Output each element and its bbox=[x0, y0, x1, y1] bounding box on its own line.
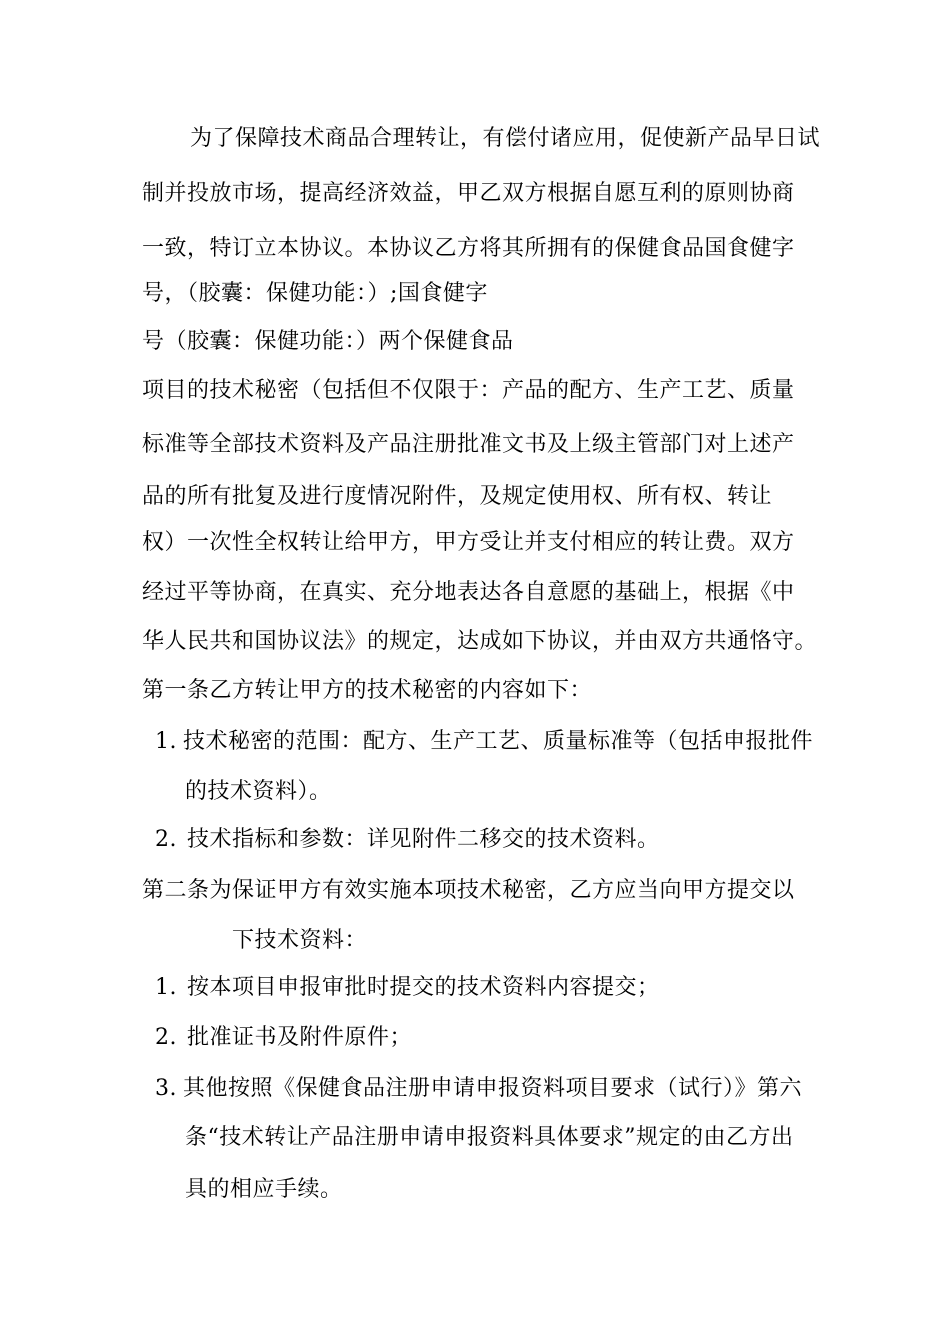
article-2-item-3-cont: 条“技术转让产品注册申请申报资料具体要求”规定的由乙方出 bbox=[185, 1125, 794, 1150]
intro-line: 一致，特订立本协议。本协议乙方将其所拥有的保健食品国食健字 bbox=[142, 236, 795, 261]
intro-line: 华人民共和国协议法》的规定，达成如下协议，并由双方共通恪守。 bbox=[142, 629, 818, 654]
list-number: 1. bbox=[155, 975, 177, 1000]
article-2-heading-cont: 下技术资料： bbox=[232, 928, 368, 953]
list-number: 1. bbox=[155, 729, 177, 754]
article-1-item-2 bbox=[155, 825, 660, 855]
article-2-item-3-cont: 具的相应手续。 bbox=[185, 1177, 343, 1202]
article-1-item-1 bbox=[155, 727, 813, 757]
list-number: 2. bbox=[155, 1025, 177, 1050]
intro-line: 品的所有批复及进行度情况附件，及规定使用权、所有权、转让 bbox=[142, 484, 773, 509]
article-2-item-1 bbox=[155, 973, 660, 1003]
list-item-text: 技术指标和参数：详见附件二移交的技术资料。 bbox=[187, 827, 660, 852]
list-number: 3. bbox=[155, 1076, 177, 1101]
article-2-heading: 第二条为保证甲方有效实施本项技术秘密，乙方应当向甲方提交以 bbox=[142, 878, 795, 903]
article-1-item-1-cont: 的技术资料）。 bbox=[185, 779, 332, 804]
article-2-item-3 bbox=[155, 1074, 802, 1104]
list-number: 2. bbox=[155, 827, 177, 852]
list-item-text: 按本项目申报审批时提交的技术资料内容提交； bbox=[187, 975, 660, 1000]
article-2-item-2 bbox=[155, 1023, 412, 1053]
intro-line: 号（胶囊：保健功能：）两个保健食品 bbox=[142, 329, 514, 354]
intro-line: 为了保障技术商品合理转让，有偿付诸应用，促使新产品早日试 bbox=[190, 126, 821, 151]
intro-line: 号，（胶囊：保健功能：）;国食健字 bbox=[142, 281, 488, 306]
intro-line: 标准等全部技术资料及产品注册批准文书及上级主管部门对上述产 bbox=[142, 432, 795, 457]
intro-line: 项目的技术秘密（包括但不仅限于：产品的配方、生产工艺、质量 bbox=[142, 378, 795, 403]
intro-line: 权）一次性全权转让给甲方，甲方受让并支付相应的转让费。双方 bbox=[142, 530, 795, 555]
list-item-text: 其他按照《保健食品注册申请申报资料项目要求（试行）》第六 bbox=[183, 1076, 803, 1101]
list-item-text: 技术秘密的范围：配方、生产工艺、质量标准等（包括申报批件 bbox=[183, 729, 814, 754]
intro-line: 经过平等协商，在真实、充分地表达各自意愿的基础上，根据《中 bbox=[142, 580, 795, 605]
article-1-heading: 第一条乙方转让甲方的技术秘密的内容如下： bbox=[142, 678, 593, 703]
list-item-text: 批准证书及附件原件； bbox=[187, 1025, 413, 1050]
intro-line: 制并投放市场，提高经济效益，甲乙双方根据自愿互利的原则协商 bbox=[142, 181, 795, 206]
